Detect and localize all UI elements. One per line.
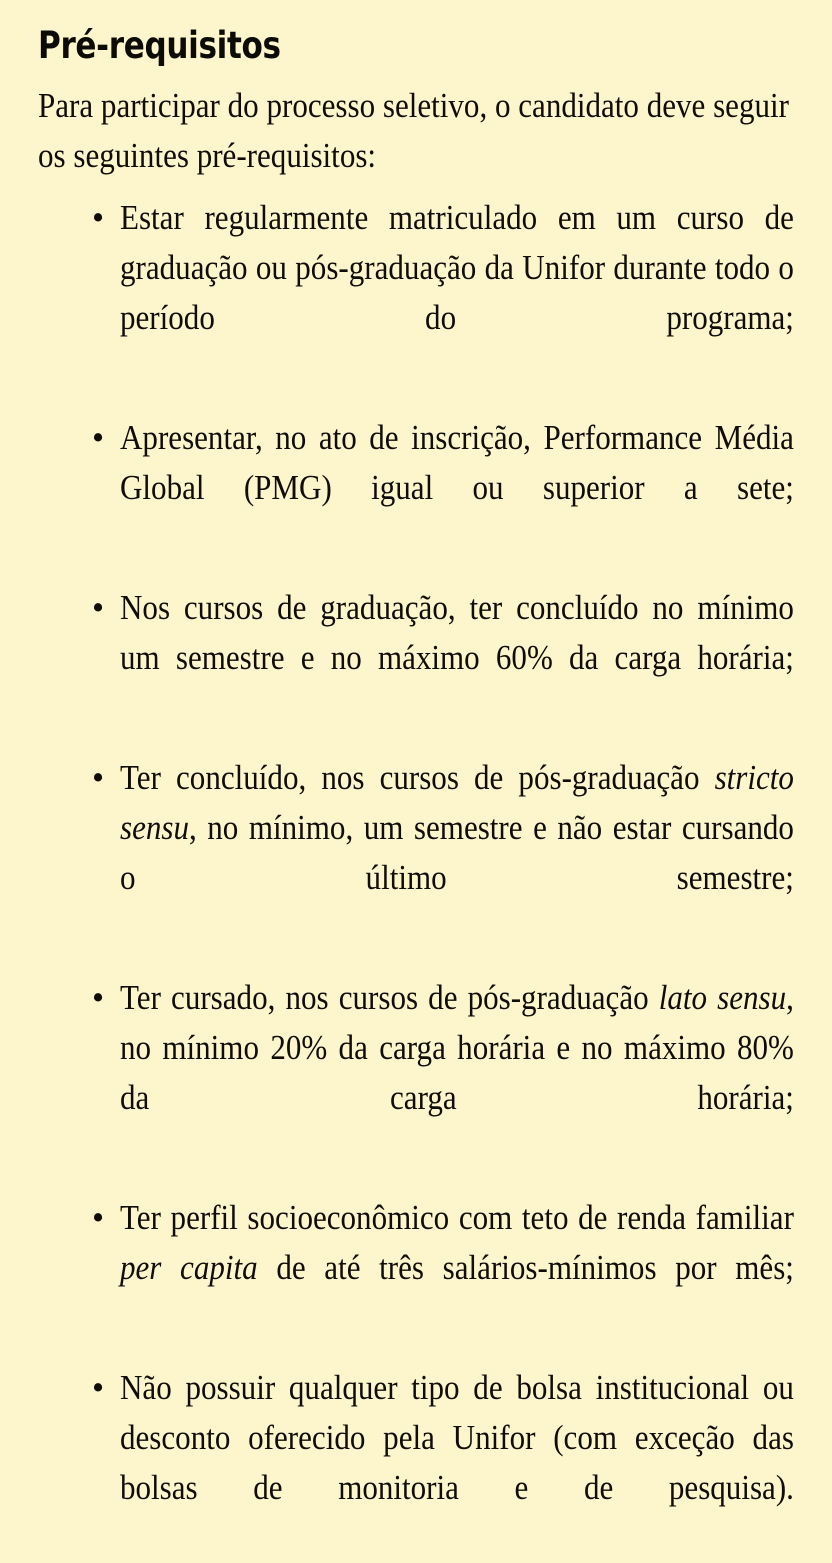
list-item — [38, 753, 794, 953]
list-item-text: Ter concluído, nos cursos de pós-graduação stricto sensu, no mínimo, um semestre e não estar cursando o último semestre; — [120, 758, 794, 897]
latin-term: lato sensu — [658, 978, 787, 1017]
page-title: Pré-requisitos — [38, 24, 281, 67]
list-item-text: Não possuir qualquer tipo de bolsa institucional ou desconto oferecido pela Unifor (com exceção das bolsas de monitoria e de pesquisa). — [120, 1368, 794, 1507]
bullet-icon: • — [92, 588, 105, 627]
latin-term: per capita — [120, 1248, 258, 1287]
bullet-icon: • — [92, 198, 105, 237]
prerequisites-section — [38, 26, 794, 1563]
bullet-icon: • — [92, 978, 105, 1017]
list-item-text: Ter perfil socioeconômico com teto de renda familiar per capita de até três salários-mínimos por mês; — [120, 1198, 794, 1287]
bullet-icon: • — [92, 758, 105, 797]
list-item — [38, 1193, 794, 1343]
list-item — [38, 193, 794, 393]
requirements-list — [38, 193, 794, 1563]
intro-paragraph: Para participar do processo seletivo, o candidato deve seguir os seguintes pré-requisitos: — [38, 86, 789, 175]
bullet-icon: • — [92, 1198, 105, 1237]
list-item — [38, 1363, 794, 1563]
list-item-text: Ter cursado, nos cursos de pós-graduação lato sensu, no mínimo 20% da carga horária e no máximo 80% da carga horária; — [120, 978, 794, 1117]
list-item-text: Apresentar, no ato de inscrição, Performance Média Global (PMG) igual ou superior a sete; — [120, 418, 794, 507]
list-item-text: Nos cursos de graduação, ter concluído no mínimo um semestre e no máximo 60% da carga horária; — [120, 588, 794, 677]
bullet-icon: • — [92, 418, 105, 457]
list-item-text: Estar regularmente matriculado em um curso de graduação ou pós-graduação da Unifor durante todo o período do programa; — [120, 198, 794, 337]
latin-term: stricto sensu — [120, 758, 794, 847]
list-item — [38, 583, 794, 733]
list-item — [38, 973, 794, 1173]
bullet-icon: • — [92, 1368, 105, 1407]
list-item — [38, 413, 794, 563]
